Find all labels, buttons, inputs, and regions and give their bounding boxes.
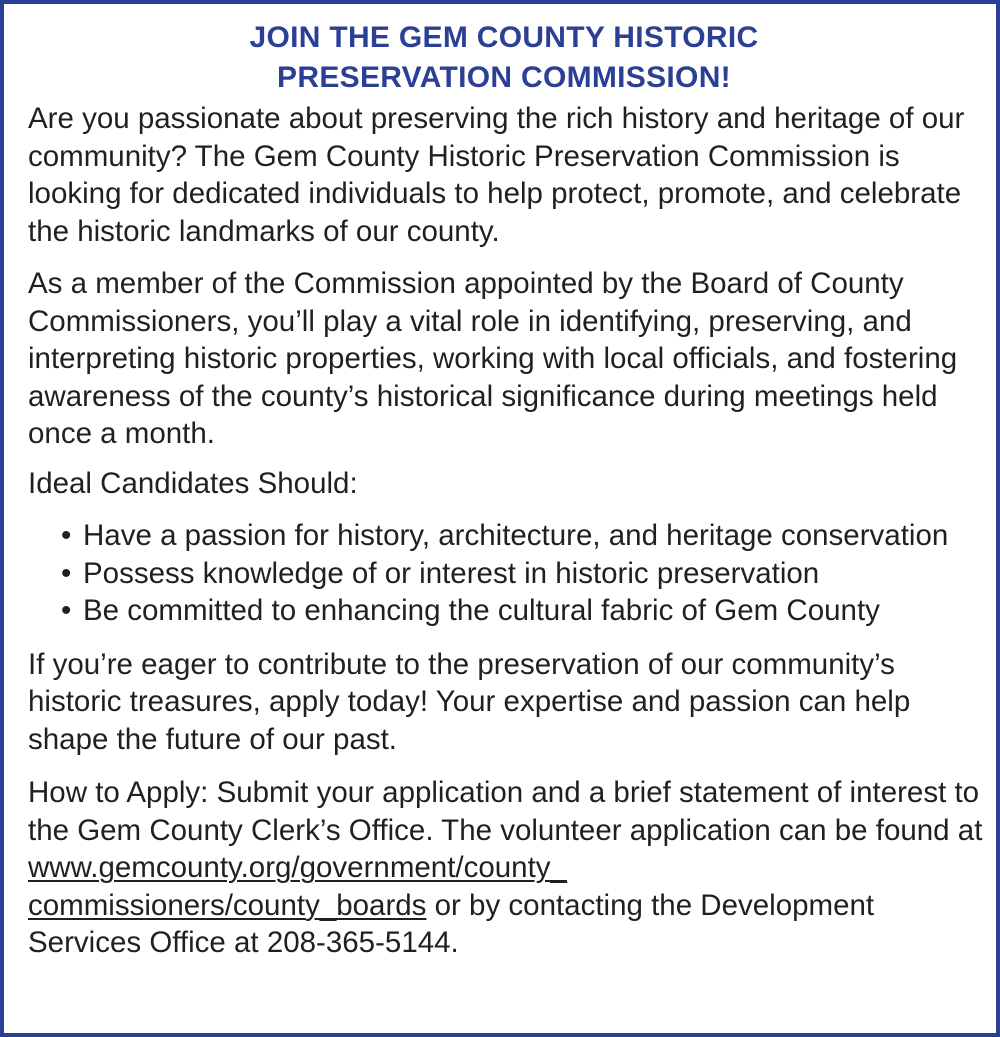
intro-paragraph: Are you passionate about preserving the rich history and heritage of our community? The Gem County Historic Preservation Commission is looking for dedicated individuals to help protect, promote, and celebrate the historic landmarks of our county.: [28, 102, 965, 248]
list-item-text: Have a passion for history, architecture, and heritage conservation: [83, 519, 949, 552]
application-link-part-1[interactable]: www.gemcounty.org/government/county_: [28, 851, 567, 884]
list-item-text: Be committed to enhancing the cultural fabric of Gem County: [83, 594, 880, 627]
candidates-heading: Ideal Candidates Should:: [28, 466, 358, 500]
bullet-dot: •: [61, 594, 72, 627]
bullet-dot: •: [61, 519, 72, 552]
role-paragraph: As a member of the Commission appointed by the Board of County Commissioners, you’ll play a vital role in identifying, preserving, and interpreting historic properties, working with local officials, and fostering awareness of the county’s historical significance during meetings held once a month.: [28, 267, 958, 450]
list-item: [28, 555, 983, 593]
list-item-text: Possess knowledge of or interest in historic preservation: [83, 556, 820, 590]
ad-content: [28, 18, 983, 962]
ad-title: [4, 18, 1000, 98]
application-link-part-2[interactable]: commissioners/county_boards: [28, 888, 427, 922]
bullet-dot: •: [61, 556, 72, 590]
how-to-apply-paragraph: [28, 774, 983, 962]
list-item: [28, 517, 983, 555]
candidates-list: [28, 517, 983, 630]
ad-title-line-2: PRESERVATION COMMISSION!: [277, 61, 731, 94]
apply-text-before-link: How to Apply: Submit your application and a brief statement of interest to the Gem County Clerk’s Office. The volunteer application can be found at: [28, 776, 983, 847]
apply-text-after-link: or by contacting the Development Services Office at 208-365-5144.: [28, 888, 875, 959]
list-item: [28, 592, 983, 630]
call-to-action-paragraph: If you’re eager to contribute to the preservation of our community’s historic treasures, apply today! Your expertise and passion can help shape the future of our past.: [28, 647, 911, 756]
ad-title-line-1: JOIN THE GEM COUNTY HISTORIC: [249, 21, 759, 54]
